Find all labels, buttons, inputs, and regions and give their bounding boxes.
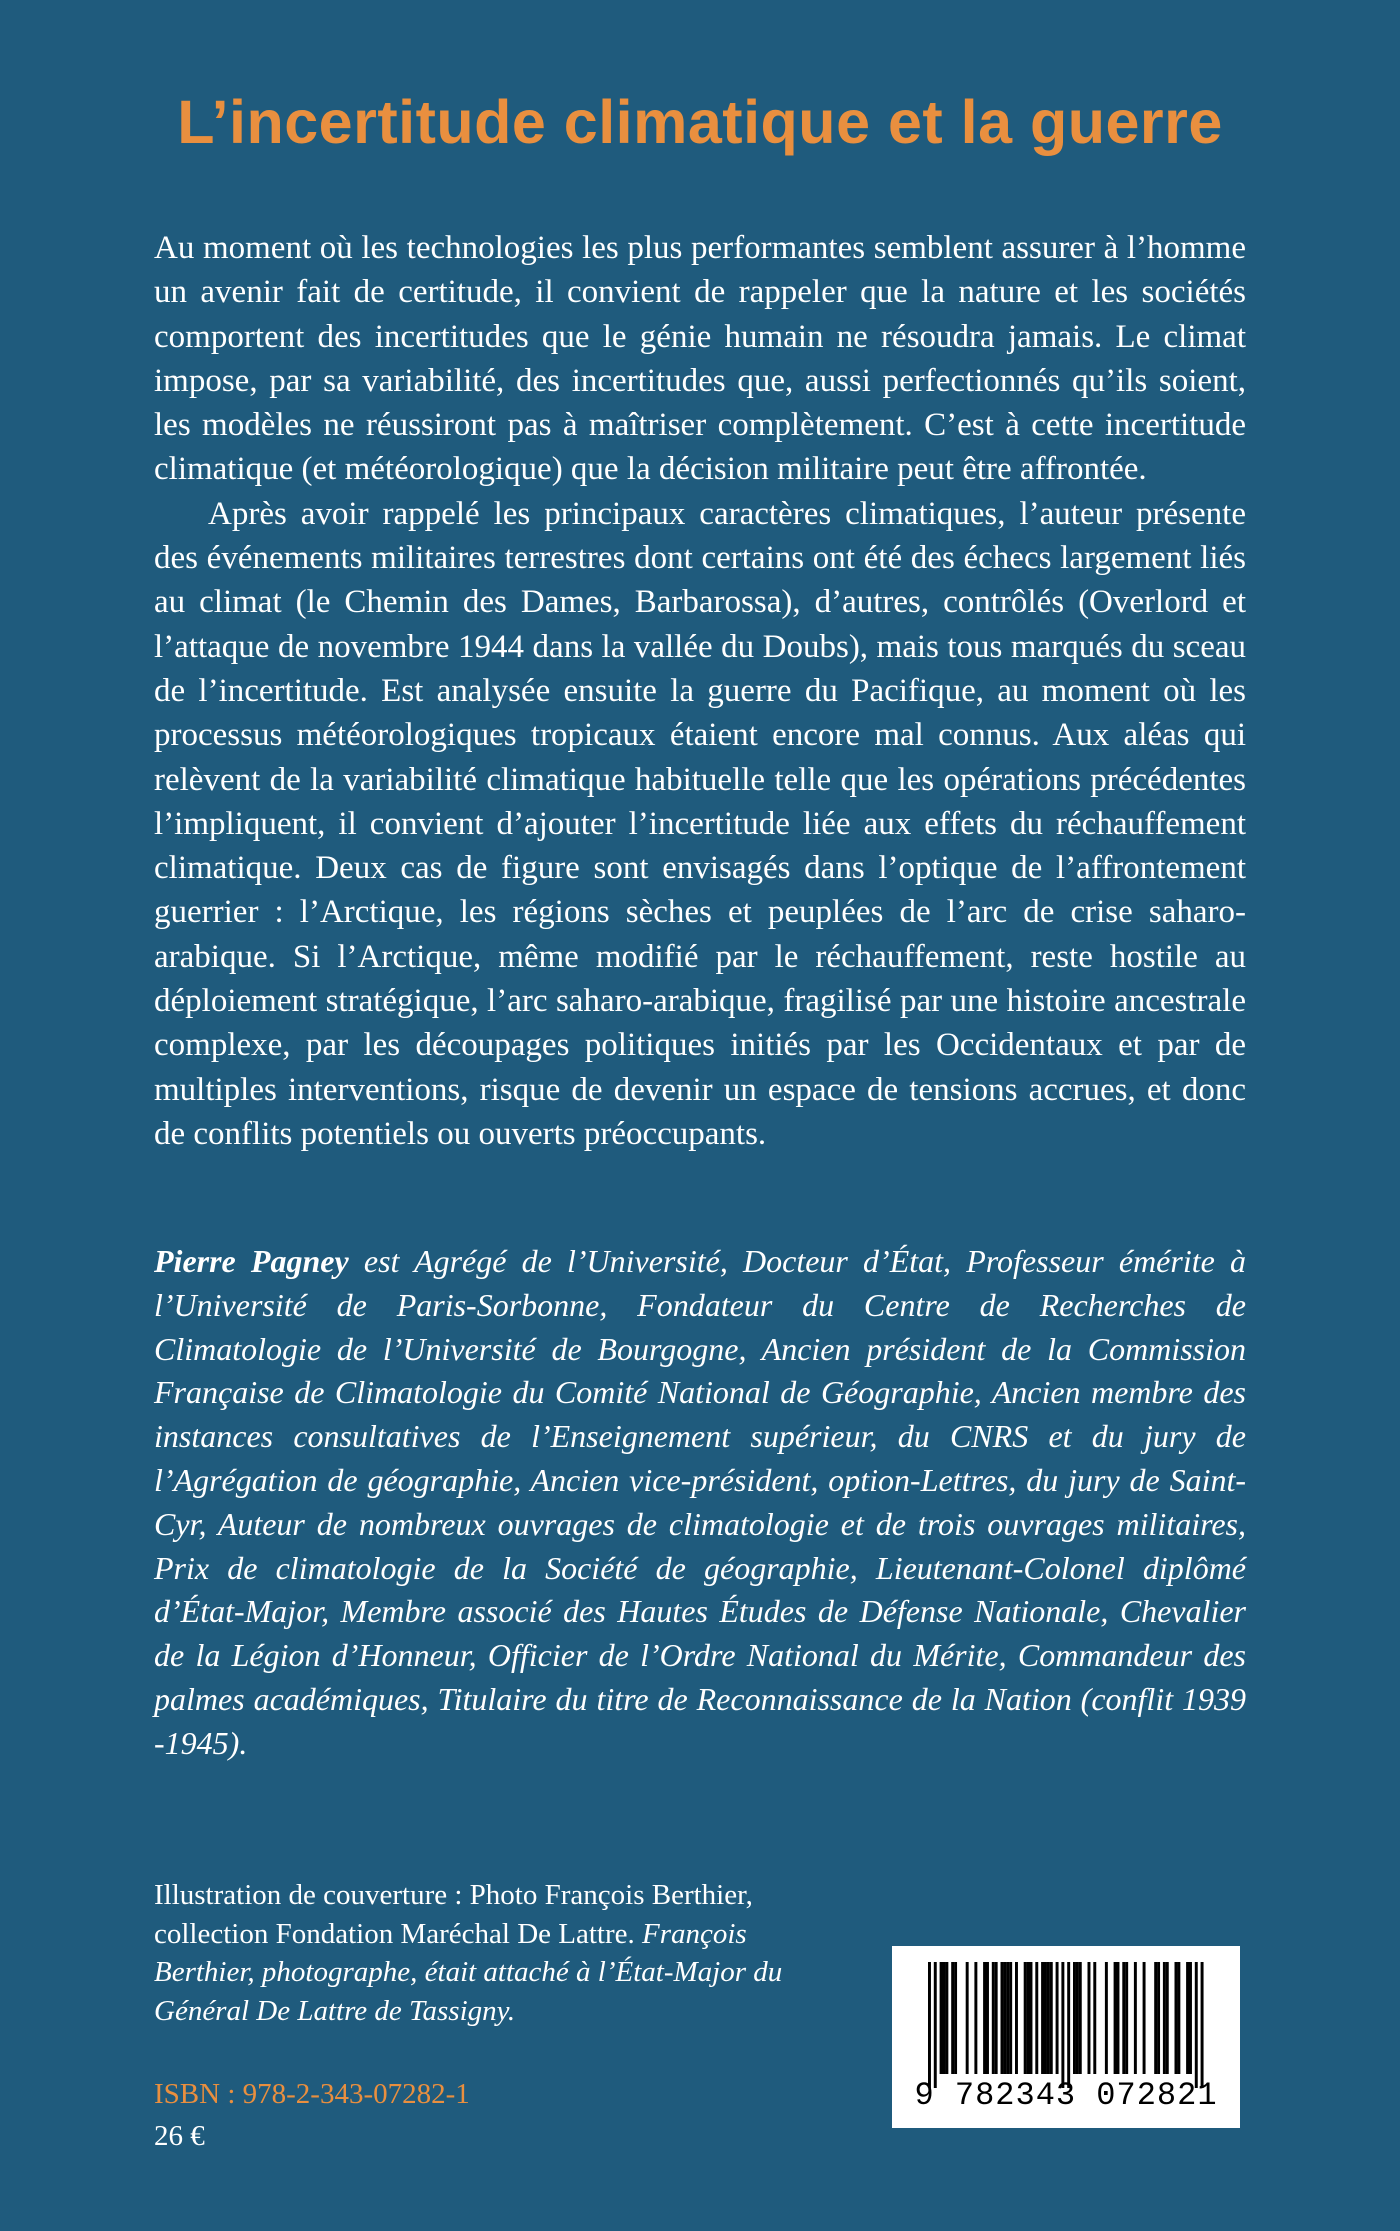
barcode-bar	[1006, 1962, 1009, 2074]
barcode-bar	[951, 1962, 954, 2074]
cover-illustration-credit	[154, 1876, 854, 2030]
barcode-bar	[1125, 1962, 1128, 2074]
barcode-bar	[966, 1962, 969, 2074]
barcode-bar	[1030, 1962, 1033, 2074]
barcode-bar	[1044, 1962, 1047, 2074]
barcode-bar	[1177, 1962, 1180, 2074]
barcode-bar	[1079, 1962, 1082, 2074]
barcode-bar	[983, 1962, 986, 2074]
isbn: ISBN : 978-2-343-07282-1	[154, 2078, 470, 2110]
barcode-bar	[1076, 1962, 1079, 2074]
barcode-bar	[1201, 1962, 1204, 2088]
barcode-digits: 9 782343 072821	[914, 2077, 1218, 2114]
credit-text: Illustration de couverture : Photo François Berthier, collection Fondation Maréchal De Lattre.	[154, 1879, 753, 1950]
author-name: Pierre Pagney	[154, 1243, 349, 1279]
barcode-bar	[1003, 1962, 1006, 2074]
barcode-bar	[1114, 1962, 1117, 2074]
barcode-bar	[1122, 1962, 1125, 2074]
barcode-bar	[954, 1962, 957, 2074]
barcode-bar	[1157, 1962, 1160, 2074]
barcode-bar	[940, 1962, 943, 2074]
barcode-bar	[1009, 1962, 1012, 2074]
barcode-bar	[945, 1962, 948, 2074]
author-bio	[154, 1240, 1246, 1766]
barcode-bar	[1163, 1962, 1166, 2074]
price: 26 €	[154, 2120, 205, 2152]
barcode-bar	[1166, 1962, 1169, 2074]
barcode-bar	[1015, 1962, 1018, 2074]
barcode-bar	[992, 1962, 995, 2074]
back-cover-summary	[154, 226, 1246, 1156]
barcode-bar	[1134, 1962, 1137, 2074]
barcode-bar	[1088, 1962, 1091, 2074]
barcode-bar	[943, 1962, 946, 2074]
barcode-bar	[1195, 1962, 1198, 2088]
summary-paragraph-1: Au moment où les technologies les plus performantes semblent assurer à l’homme un avenir fait de certitude, il convient de rappeler que la nature et les sociétés comportent des incertitudes que le génie humain ne résoudra jamais. Le climat impose, par sa variabilité, des incertitudes que, aussi perfectionnés qu’ils soient, les modèles ne réussiront pas à maîtriser complètement. C’est à cette incertitude climatique (et météorologique) que la décision militaire peut être affrontée.	[154, 230, 1246, 488]
barcode-bar	[1024, 1962, 1027, 2074]
barcode-bar	[1154, 1962, 1157, 2074]
summary-paragraph-2: Après avoir rappelé les principaux caractères climatiques, l’auteur présente des événements militaires terrestres dont certains ont été des échecs largement liés au climat (le Chemin des Dames, Barbarossa), d’autres, contrôlés (Overlord et l’attaque de novembre 1944 dans la vallée du Doubs), mais tous marqués du sceau de l’incertitude. Est analysée ensuite la guerre du Pacifique, au moment où les processus météorologiques tropicaux étaient encore mal connus. Aux aléas qui relèvent de la variabilité climatique habituelle telle que les opérations précédentes l’impliquent, il convient d’ajouter l’incertitude liée aux effets du réchauffement climatique. Deux cas de figure sont envisagés dans l’optique de l’affrontement guerrier : l’Arctique, les régions sèches et peuplées de l’arc de crise saharo-arabique. Si l’Arctique, même modifié par le réchauffement, reste hostile au déploiement stratégique, l’arc saharo-arabique, fragilisé par une histoire ancestrale complexe, par les découpages politiques initiés par les Occidentaux et par de multiples interventions, risque de devenir un espace de tensions accrues, et donc de conflits potentiels ou ouverts préoccupants.	[154, 495, 1246, 1152]
barcode-bar	[1061, 1962, 1064, 2088]
barcode-bar	[1035, 1962, 1038, 2074]
barcode-bar	[986, 1962, 989, 2074]
barcode-bar	[1105, 1962, 1108, 2074]
barcode-bar	[1067, 1962, 1070, 2088]
barcode-bar	[1117, 1962, 1120, 2074]
barcode-bar	[928, 1962, 931, 2088]
barcode-bar	[1001, 1962, 1004, 2074]
barcode-bar	[1189, 1962, 1192, 2074]
barcode-bar	[1073, 1962, 1076, 2074]
barcode-bar	[1047, 1962, 1050, 2074]
credit-photographer-note: François Berthier, photographe, était attaché à l’État-Major du Général De Lattre de Tassigny.	[154, 1917, 783, 2027]
barcode-bar	[1093, 1962, 1096, 2074]
barcode-bar	[1186, 1962, 1189, 2074]
barcode-bar	[1143, 1962, 1146, 2074]
barcode-bar	[934, 1962, 937, 2088]
barcode-bar	[995, 1962, 998, 2074]
barcode	[892, 1946, 1240, 2128]
barcode-bar	[1050, 1962, 1053, 2074]
author-bio-text: est Agrégé de l’Université, Docteur d’État, Professeur émérite à l’Université de Paris-Sorbonne, Fondateur du Centre de Recherches de Climatologie de l’Université de Bourgogne, Ancien président de la Commission Française de Climatologie du Comité National de Géographie, Ancien membre des instances consultatives de l’Enseignement supérieur, du CNRS et du jury de l’Agrégation de géographie, Ancien vice-président, option-Lettres, du jury de Saint-Cyr, Auteur de nombreux ouvrages de climatologie et de trois ouvrages militaires, Prix de climatologie de la Société de géographie, Lieutenant-Colonel diplômé d’État-Major, Membre associé des Hautes Études de Défense Nationale, Chevalier de la Légion d’Honneur, Officier de l’Ordre National du Mérite, Commandeur des palmes académiques, Titulaire du titre de Reconnaissance de la Nation (conflit 1939 -1945).	[154, 1243, 1247, 1761]
barcode-bar	[1056, 1962, 1059, 2074]
book-title: L’incertitude climatique et la guerre	[177, 88, 1223, 156]
barcode-bar	[1041, 1962, 1044, 2074]
barcode-bar	[974, 1962, 977, 2074]
barcode-bar	[1175, 1962, 1178, 2074]
barcode-bar	[1027, 1962, 1030, 2074]
